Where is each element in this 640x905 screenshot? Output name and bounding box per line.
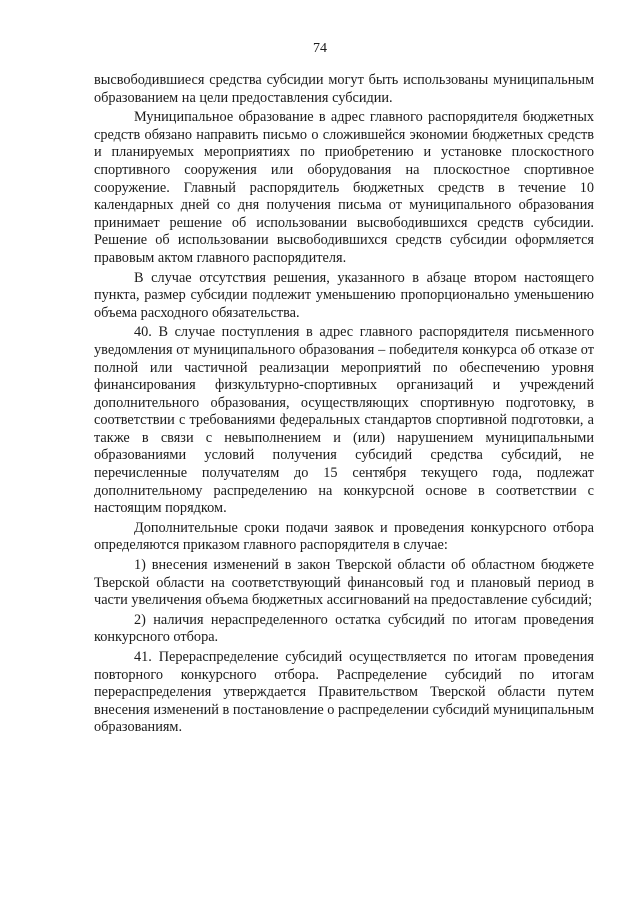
list-item-2: 2) наличия нераспределенного остатка субсидий по итогам проведения конкурсного отбора.: [94, 611, 594, 646]
paragraph-item-40: 40. В случае поступления в адрес главного распорядителя письменного уведомления от муниципального образования – победителя конкурса об отказе от полной или частичной реализации мероприятий по обеспечению уровня финансирования физкультурно-спортивных организаций и учреждений дополнительного образования, осуществляющих спортивную подготовку, в соответствии с требованиями федеральных стандартов спортивной подготовки, а также в связи с невыполнением и (или) нарушением муниципальными образованиями условий получения субсидий средства субсидий, не перечисленные получателям до 15 сентября текущего года, подлежат дополнительному распределению на конкурсной основе в соответствии с настоящим порядком.: [94, 324, 594, 517]
page-number: 74: [313, 41, 327, 56]
document-body: [94, 72, 594, 739]
paragraph-no-decision: В случае отсутствия решения, указанного в абзаце втором настоящего пункта, размер субсидии подлежит уменьшению пропорционально уменьшению объема расходного обязательства.: [94, 269, 594, 321]
paragraph-continuation: высвободившиеся средства субсидии могут быть использованы муниципальным образованием на цели предоставления субсидии.: [94, 72, 594, 106]
paragraph-item-41: 41. Перераспределение субсидий осуществляется по итогам проведения повторного конкурсного отбора. Распределение субсидий по итогам перераспределения утверждается Правительством Тверской области путем внесения изменений в постановление о распределении субсидий муниципальным образованиям.: [94, 649, 594, 736]
paragraph-additional-terms: Дополнительные сроки подачи заявок и проведения конкурсного отбора определяются приказом главного распорядителя в случае:: [94, 519, 594, 554]
paragraph-economy-letter: Муниципальное образование в адрес главного распорядителя бюджетных средств обязано направить письмо о сложившейся экономии бюджетных средств и планируемых мероприятиях по приобретению и установке плоскостного спортивного сооружения или оборудования на плоскостное спортивное сооружение. Главный распорядитель бюджетных средств в течение 10 календарных дней со дня получения письма от муниципального образования принимает решение об использовании высвободившихся средств субсидии. Решение об использовании высвободившихся средств субсидии оформляется правовым актом главного распорядителя.: [94, 109, 594, 266]
list-item-1: 1) внесения изменений в закон Тверской области об областном бюджете Тверской области на соответствующий финансовый год и плановый период в части увеличения объема бюджетных ассигнований на предоставление субсидий;: [94, 557, 594, 609]
